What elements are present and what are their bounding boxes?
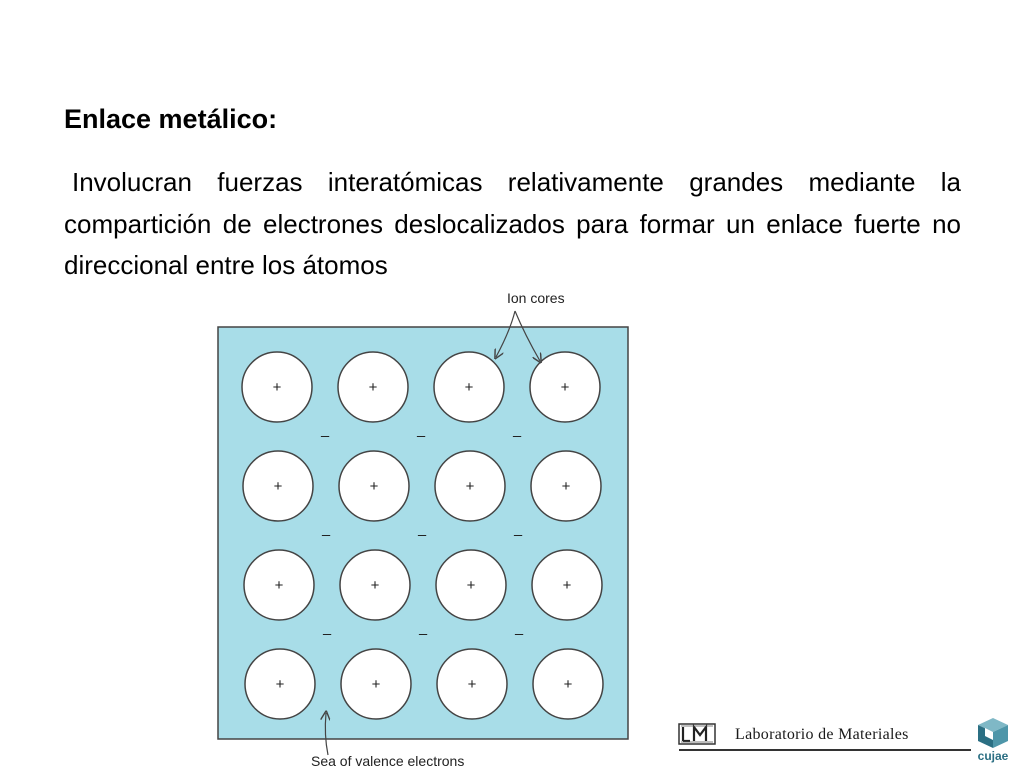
ion-charge-label: + <box>370 577 380 594</box>
footer-divider <box>679 749 971 751</box>
ion-charge-label: + <box>371 676 381 693</box>
sea-label: Sea of valence electrons <box>311 753 465 768</box>
ion-charge-label: + <box>273 478 283 495</box>
metallic-bond-diagram <box>210 285 640 768</box>
ion-charge-label: + <box>464 379 474 396</box>
electron-charge-label: – <box>512 427 522 445</box>
electron-charge-label: – <box>514 625 524 643</box>
footer-branding <box>675 716 1024 768</box>
cujae-label: cujae <box>977 749 1009 763</box>
electron-charge-label: – <box>321 526 331 544</box>
slide-title: Enlace metálico: <box>64 104 278 134</box>
electron-charge-label: – <box>322 625 332 643</box>
lab-name: Laboratorio de Materiales <box>735 726 909 743</box>
lm-logo-icon <box>678 723 716 745</box>
ion-charge-label: + <box>561 478 571 495</box>
electron-charge-label: – <box>418 625 428 643</box>
ion-charge-label: + <box>562 577 572 594</box>
cujae-logo <box>972 716 1014 768</box>
ion-charge-label: + <box>465 478 475 495</box>
ion-cores-label: Ion cores <box>507 290 565 306</box>
electron-charge-label: – <box>513 526 523 544</box>
ion-charge-label: + <box>368 379 378 396</box>
slide-paragraph: Involucran fuerzas interatómicas relativamente grandes mediante la compartición de electrones deslocalizados para formar un enlace fuerte no direccional entre los átomos <box>64 167 961 280</box>
ion-charge-label: + <box>369 478 379 495</box>
cujae-cube-icon <box>972 716 1014 750</box>
electron-charge-label: – <box>417 526 427 544</box>
ion-charge-label: + <box>466 577 476 594</box>
ion-charge-label: + <box>467 676 477 693</box>
ion-charge-label: + <box>275 676 285 693</box>
ion-charge-label: + <box>272 379 282 396</box>
ion-charge-label: + <box>560 379 570 396</box>
ion-charge-label: + <box>274 577 284 594</box>
electron-charge-label: – <box>416 427 426 445</box>
diagram-svg <box>210 285 640 768</box>
ion-charge-label: + <box>563 676 573 693</box>
electron-charge-label: – <box>320 427 330 445</box>
